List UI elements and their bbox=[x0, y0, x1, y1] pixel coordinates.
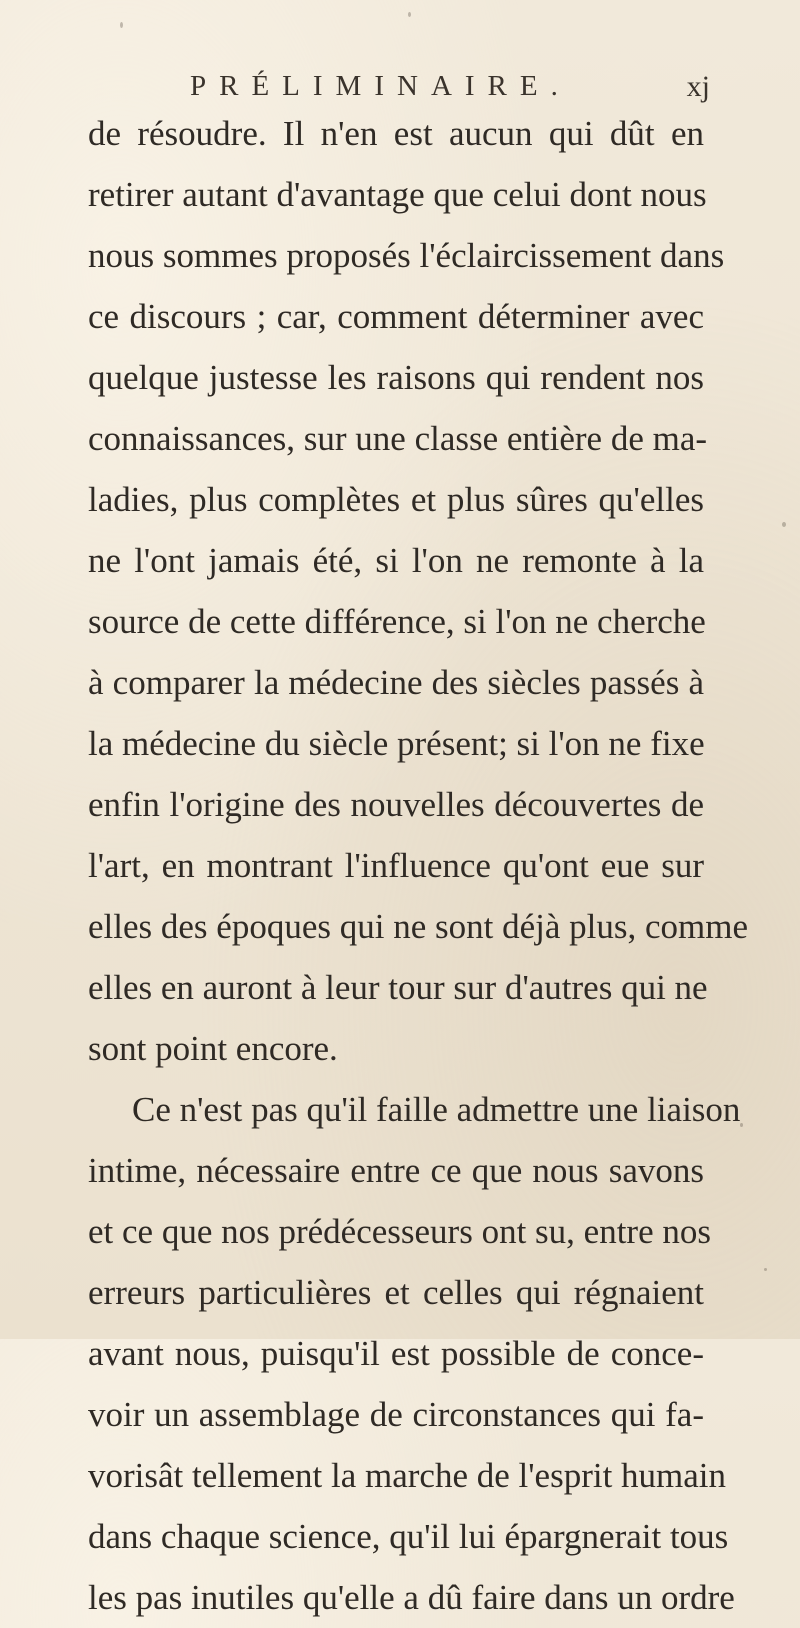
body-text bbox=[88, 103, 748, 1628]
text-line: connaissances, sur une classe entière de ma- bbox=[88, 419, 708, 458]
text-line: de résoudre. Il n'en est aucun qui dût en bbox=[88, 114, 704, 153]
text-line: elles des époques qui ne sont déjà plus, comme bbox=[88, 907, 748, 946]
text-line: elles en auront à leur tour sur d'autres qui ne bbox=[88, 968, 708, 1007]
paragraph-end-line: sont point encore. bbox=[88, 1029, 338, 1068]
text-line: les pas inutiles qu'elle a dû faire dans un ordre bbox=[88, 1578, 735, 1617]
running-title: PRÉLIMINAIRE. bbox=[190, 70, 571, 102]
text-line: la médecine du siècle présent; si l'on ne fixe bbox=[88, 724, 705, 763]
text-line: vorisât tellement la marche de l'esprit humain bbox=[88, 1456, 727, 1495]
text-line: enfin l'origine des nouvelles découvertes de bbox=[88, 785, 704, 824]
paper-speck bbox=[740, 1123, 743, 1127]
text-line: et ce que nos prédécesseurs ont su, entre nos bbox=[88, 1212, 711, 1251]
paper-speck bbox=[764, 1268, 767, 1271]
paper-speck bbox=[120, 22, 123, 28]
text-line: à comparer la médecine des siècles passés à bbox=[88, 663, 704, 702]
paper-speck bbox=[782, 522, 786, 527]
text-line: intime, nécessaire entre ce que nous savons bbox=[88, 1151, 704, 1190]
text-line: avant nous, puisqu'il est possible de conce- bbox=[88, 1334, 704, 1373]
text-line: ne l'ont jamais été, si l'on ne remonte à la bbox=[88, 541, 704, 580]
text-line: retirer autant d'avantage que celui dont nous bbox=[88, 175, 707, 214]
text-line: ladies, plus complètes et plus sûres qu'elles bbox=[88, 480, 704, 519]
paragraph-start-line: Ce n'est pas qu'il faille admettre une liaison bbox=[132, 1090, 741, 1129]
text-line: source de cette différence, si l'on ne cherche bbox=[88, 602, 706, 641]
text-line: erreurs particulières et celles qui régnaient bbox=[88, 1273, 704, 1312]
text-line: ce discours ; car, comment déterminer avec bbox=[88, 297, 704, 336]
text-line: voir un assemblage de circonstances qui fa- bbox=[88, 1395, 704, 1434]
paper-speck bbox=[408, 12, 411, 17]
text-line: quelque justesse les raisons qui rendent nos bbox=[88, 358, 704, 397]
text-line: l'art, en montrant l'influence qu'ont eue sur bbox=[88, 846, 704, 885]
page-number: xj bbox=[686, 70, 710, 103]
text-line: nous sommes proposés l'éclaircissement dans bbox=[88, 236, 725, 275]
text-line: dans chaque science, qu'il lui épargnerait tous bbox=[88, 1517, 729, 1556]
